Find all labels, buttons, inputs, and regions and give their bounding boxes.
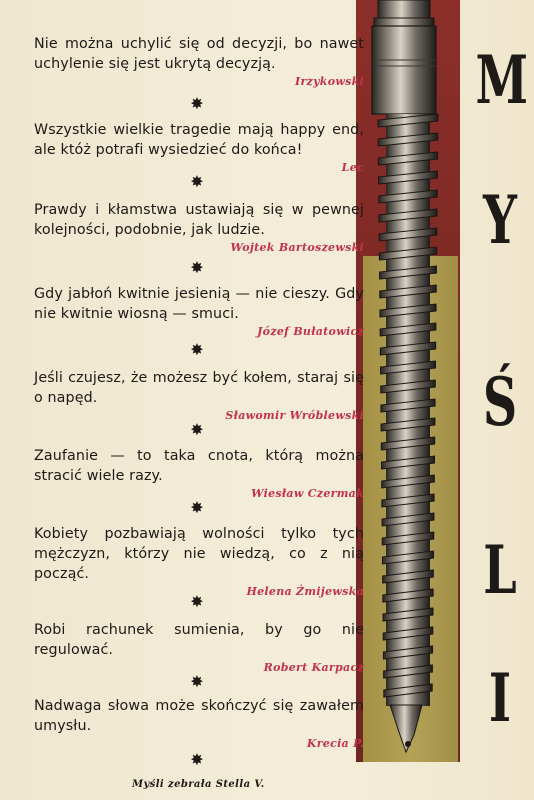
quote-text: Wszystkie wielkie tragedie mają happy end, ale któż potrafi wysiedzieć do końca! <box>34 122 364 158</box>
separator-star: ✸ <box>190 592 204 611</box>
quote-author: Irzykowski <box>295 75 364 88</box>
quote-text: Prawdy i kłamstwa ustawiają się w pewnej kolejności, podobnie, jak ludzie. <box>34 202 364 238</box>
separator-star: ✸ <box>190 420 204 439</box>
quote-text: Jeśli czujesz, że możesz być kołem, staraj się o napęd. <box>34 370 364 406</box>
title-letter: Ś <box>482 363 518 441</box>
quote-author: Sławomir Wróblewski <box>225 409 364 422</box>
separator-star: ✸ <box>190 94 204 113</box>
quote-author: Wiesław Czermak <box>251 487 364 500</box>
separator-star: ✸ <box>190 672 204 691</box>
quote-text: Gdy jabłoń kwitnie jesienią — nie cieszy. Gdy nie kwitnie wiosną — smuci. <box>34 286 364 322</box>
title-letter: M <box>475 41 529 119</box>
quote-text: Zaufanie — to taka cnota, którą można stracić wiele razy. <box>34 448 364 484</box>
quote-author: Robert Karpacz <box>263 661 364 674</box>
quote-author: Krecia P. <box>306 737 364 750</box>
quote-item <box>34 524 364 598</box>
title-letter: L <box>483 531 517 609</box>
quote-item <box>34 446 364 500</box>
quote-text: Robi rachunek sumienia, by go nie regulować. <box>34 622 364 658</box>
quote-author: Helena Żmijewska <box>246 585 364 598</box>
screw-illustration <box>356 0 460 762</box>
title-letter: I <box>488 659 512 737</box>
title-letter: Y <box>483 181 517 259</box>
quote-author: Wojtek Bartoszewski <box>230 241 364 254</box>
separator-star: ✸ <box>190 750 204 769</box>
quote-item <box>34 34 364 88</box>
separator-star: ✸ <box>190 172 204 191</box>
quote-item <box>34 284 364 338</box>
quote-author: Józef Bułatowicz <box>257 325 364 338</box>
quote-text: Nie można uchylić się od decyzji, bo nawet uchylenie się jest ukrytą decyzją. <box>34 36 364 72</box>
separator-star: ✸ <box>190 340 204 359</box>
quote-item <box>34 696 364 750</box>
separator-star: ✸ <box>190 258 204 277</box>
footer-credit: Myśli zebrała Stella V. <box>132 779 265 790</box>
quote-text: Kobiety pozbawiają wolności tylko tych mężczyzn, którzy nie wiedzą, co z nią począć. <box>34 526 364 582</box>
quote-item <box>34 200 364 254</box>
quote-text: Nadwaga słowa może skończyć się zawałem umysłu. <box>34 698 364 734</box>
quote-item <box>34 368 364 422</box>
quote-item <box>34 620 364 674</box>
title-vertical <box>466 0 534 800</box>
quote-item <box>34 120 364 174</box>
quote-author: Lec <box>341 161 364 174</box>
separator-star: ✸ <box>190 498 204 517</box>
